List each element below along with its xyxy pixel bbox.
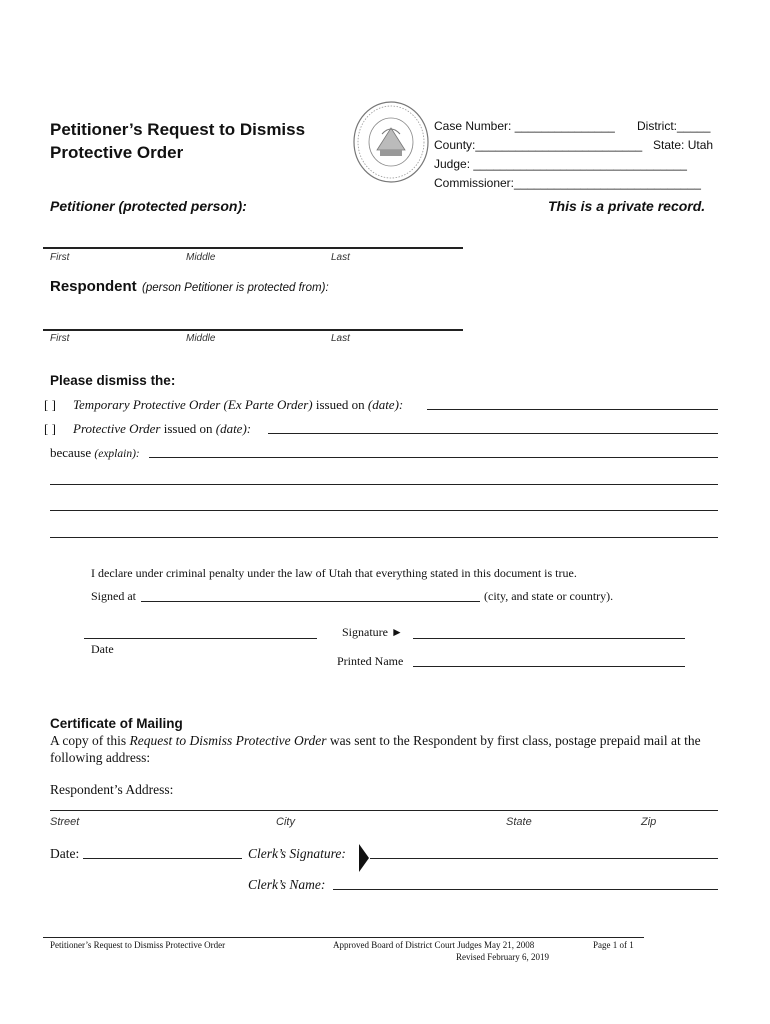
option1-date: (date): [367,397,404,412]
street-label: Street [50,816,80,828]
footer-left: Petitioner’s Request to Dismiss Protective Order [50,940,226,950]
petitioner-name-line[interactable] [43,247,463,249]
mailing-heading: Certificate of Mailing [50,716,183,731]
petitioner-label: Petitioner (protected person): [50,198,247,214]
option1-checkbox[interactable]: [ ] [44,397,56,412]
option1-text [73,397,403,413]
petitioner-middle-label: Middle [186,252,216,263]
clerk-signature-line[interactable] [370,858,718,859]
option1-italic: Temporary Protective Order (Ex Parte Order) [73,397,313,412]
judge-field: Judge: ________________________________ [434,157,687,171]
signed-at-line[interactable] [141,601,480,602]
respondent-name-line[interactable] [43,329,463,331]
signed-at-suffix: (city, and state or country). [484,589,614,603]
mailing-text-pre: A copy of this [50,733,130,748]
because-plain: because [50,445,95,460]
petitioner-first-label: First [50,252,70,263]
state-field: State: Utah [653,138,714,152]
respondent-address-label: Respondent’s Address: [50,782,174,797]
county-field: County:_________________________ [434,138,643,152]
printed-name-line[interactable] [413,666,685,667]
date-label: Date [91,642,114,656]
mailing-text-line2: following address: [50,750,151,765]
state-label: State [506,816,532,828]
option2-plain: issued on [160,421,216,436]
mailing-text-post: was sent to the Respondent by first class, postage prepaid mail at the [326,733,701,748]
respondent-note: (person Petitioner is protected from): [142,282,329,294]
explain-line-1[interactable] [149,457,718,458]
footer-revised: Revised February 6, 2019 [456,952,549,962]
respondent-last-label: Last [331,333,350,344]
signature-line[interactable] [413,638,685,639]
clerk-name-label: Clerk’s Name: [248,877,326,892]
mailing-text-italic: Request to Dismiss Protective Order [129,733,327,748]
option2-italic: Protective Order [73,421,161,436]
respondent-first-label: First [50,333,70,344]
explain-line-2[interactable] [50,484,718,485]
dismiss-heading: Please dismiss the: [50,373,176,388]
footer-approved: Approved Board of District Court Judges May 21, 2008 [333,940,535,950]
option2-date: (date): [215,421,252,436]
footer-rule [43,937,644,938]
option1-date-line[interactable] [427,409,718,410]
declaration-text: I declare under criminal penalty under the law of Utah that everything stated in this document is true. [91,566,577,580]
option1-plain: issued on [312,397,368,412]
petitioner-last-label: Last [331,252,350,263]
option2-date-line[interactable] [268,433,718,434]
option2-checkbox[interactable]: [ ] [44,421,56,436]
form-title-line2: Protective Order [50,143,184,162]
option2-text [73,421,251,437]
mailing-text-line1 [50,733,701,749]
commissioner-field: Commissioner:____________________________ [434,176,701,190]
because-explain: (explain): [94,448,140,460]
footer-page: Page 1 of 1 [593,940,634,950]
private-record-notice: This is a private record. [548,198,706,214]
because-text [50,445,140,461]
form-title-line1: Petitioner’s Request to Dismiss [50,120,306,139]
district-field: District:_____ [637,119,711,133]
case-number-field: Case Number: _______________ [434,119,615,133]
address-line[interactable] [50,810,718,811]
respondent-label: Respondent [50,278,137,295]
printed-name-label: Printed Name [337,654,404,668]
signed-at-label: Signed at [91,589,136,603]
signature-label: Signature ► [342,625,403,639]
explain-line-4[interactable] [50,537,718,538]
zip-label: Zip [641,816,657,828]
arrow-right-icon [357,843,371,873]
clerk-name-line[interactable] [333,889,718,890]
city-label: City [276,816,295,828]
respondent-middle-label: Middle [186,333,216,344]
date-line[interactable] [84,638,317,639]
mailing-date-label: Date: [50,846,80,861]
clerk-signature-label: Clerk’s Signature: [248,846,346,861]
mailing-date-line[interactable] [83,858,242,859]
explain-line-3[interactable] [50,510,718,511]
court-seal [352,100,430,184]
